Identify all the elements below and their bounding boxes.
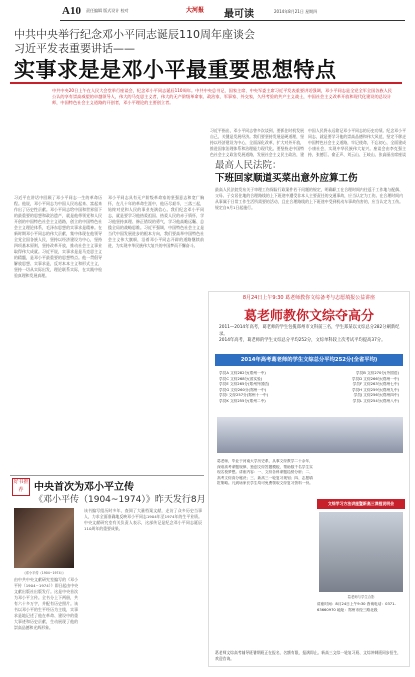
court-news-text: 最高人民法院发布关于审理工伤保险行政案件若干问题的规定，明确职工在合理时间内往返于工作地与配偶、父母、子女居住地的合理路线的上下班途中遭受非本人主要责任的交通事故，应当认定为工伤。在合理时间内从事属于日常工作生活所需要的活动，且在合理路线的上下班途中受到机动车事故伤害的，应当认定为工伤。规定自9月1日起施行。 [215, 187, 403, 210]
court-news-box [211, 157, 407, 255]
main-headline: 实事求是是邓小平最重要思想特点 [14, 58, 337, 82]
ad-score-cell: 学员D 文综266分(郑州一中) [351, 376, 399, 381]
kicker-line-2: 习近平发表重要讲话—— [14, 42, 135, 55]
ad-lines [219, 325, 401, 345]
ad-title: 葛老师教你文综夺高分 [243, 309, 374, 324]
ad-score-cell: 学员H 文综259分(郑州九中) [351, 387, 399, 392]
ad-score-cell: 学员B 文综270分(外国语) [355, 371, 399, 375]
book-subhead: 《邓小平传（1904~1974）》昨天发行8月 [34, 495, 206, 505]
ad-score-cell: 学员K 文综255分(郑州二中) [219, 398, 266, 403]
article-column-4: 中国人民将永远铭记邓小平同志的历史功绩。纪念邓小平同志，就是要学习他的崇高品德和伟大风范，坚定不移走中国特色社会主义道路，牢记使命，不忘初心，全面建成小康社会，实现中华民族伟大复兴。座谈会由李克强主持，张德江、俞正声、刘云山、王岐山、张高丽出席座谈 [308, 128, 406, 157]
ad-score-row [219, 399, 399, 405]
page-header [0, 0, 415, 22]
header-date: 2014年8月21日 星期四 [274, 9, 318, 14]
ad-line-2: 2014年高考，葛老师的学生文综总分平均252分，文综单科较上次考试平均提高37分。 [219, 338, 386, 343]
article-column-3: 习近平指出，邓小平同志曾多次谈到，要抓住时机发展自己，关键是发展经济。我们要坚持发展是硬道理，坚持以经济建设为中心，全面深化改革，扩大对外开放，推进国家治理体系和治理能力现代化。要坚持走中国特色社会主义政治发展道路，发展社会主义民主政治，建 [210, 128, 304, 157]
column-name: 最可读 [224, 9, 254, 20]
book-tag: 好书推荐 [12, 478, 30, 496]
book-caption: 《邓小平传（1904~1974）》 [22, 571, 66, 575]
book-text-1: 由中共中央文献研究室编写的《邓小平传（1904~1974）》即日起由中央文献出版社出版发行。这是中央首次为邓小平立传。全书分上下两册，共有六十多万字，并配有历史照片。该书以邓小平的生平经历为主线，实事求是地记述了他在革命、建设中的重大事迹和历史贡献，生动展现了他的崇高品德和光辉形象。 [14, 577, 78, 630]
ad-red-banner: 文综学习方法讲座暨新高三课程说明会 [317, 499, 405, 509]
ad-score-cell: 学员L 文综254分(郑州八中) [352, 398, 399, 403]
article-column-1: 习近平在讲话中回顾了邓小平同志一生的革命历程。他说，邓小平同志为中国人民站起来、富起来作出了历史性贡献。邓小平同志给中国和世界留下的最重要的思想和政治遗产，就是他带领党和人民开创的中国特色社会主义道路，创立的中国特色社会主义理论体系，毛泽东思想的实事求是精神。在新时期邓小平同志的伟大贡献，集中体现在他领导全党全国各族人民，坚持以经济建设为中心，坚持四项基本原则，坚持改革开放，推动社会主义事业取得伟大成就。习近平说，实事求是是马克思主义的精髓，是邓小平最重要的思想特点。他一贯倡导解放思想、实事求是，反对本本主义和形式主义，坚持一切从实际出发，理论联系实际，在实践中检验真理和发展真理。 [14, 195, 102, 278]
lead-paragraph: 中共中央20日上午在人民大会堂举行座谈会，纪念邓小平同志诞辰110周年。中共中央总书记、国家主席、中央军委主席习近平发表重要讲话强调，邓小平同志是全党全军全国各族人民公认的享有崇高威望的卓越领导人，伟大的马克思主义者，伟大的无产阶级革命家、政治家、军事家、外交家，久经考验的共产主义战士，中国社会主义改革开放和现代化建设的总设计师，中国特色社会主义道路的开创者，邓小平理论的主要创立者。 [52, 88, 392, 106]
ad-score-cell: 学员J 文综256分(郑州四中) [353, 393, 399, 398]
court-news-title-1: 最高人民法院： [215, 160, 282, 171]
ad-blue-bar: 2014年高考葛老师的学生文综总分平均252分(全省平均) [215, 354, 403, 366]
ad-footer-2: 葛老师文综高考辅导班暑期班正在报名，名额有限，报满即止。新高三文综一轮复习班、文综冲刺班同步招生，欢迎咨询。 [215, 650, 402, 661]
book-headline: 中央首次为邓小平立传 [34, 482, 134, 493]
ad-score-cell: 学员E 文综265分(郑州外国语) [219, 382, 270, 387]
ad-score-cell: 学员C 文综268分(省实验) [219, 376, 263, 381]
ad-photo [217, 417, 403, 453]
court-news-title-2: 下班回家顺道买菜出意外应算工伤 [215, 173, 358, 184]
book-text-2: 该书编写组历时多年，查阅了大量档案文献，走访了众多历史当事人，力求全面准确地反映邓小平同志1904年至1974年的生平业绩。中央文献研究室有关负责人表示，这部传记是纪念邓小平同志诞辰110周年的重要成果。 [84, 508, 202, 531]
ad-score-cell: 学员I 文综257分(郑州十一中) [219, 393, 269, 398]
education-ad [208, 291, 410, 667]
ad-small-photo [319, 512, 403, 592]
ad-footer-info: 讲座时间：8月24日上午9:30 咨询电话：0371-63660970 地址：郑州市经三路北段 [317, 602, 396, 612]
edition-info: 责任编辑 版式设计 校对 [86, 8, 129, 13]
paper-logo: 大河报 [186, 7, 205, 14]
ad-score-cell: 学员F 文综263分(郑州七中) [352, 382, 399, 387]
ad-top-line: 8月24日上午9:30 葛老师教你文综备考与志愿填报公益讲座 [242, 295, 376, 301]
ad-body-left: 葛老师，毕业于河南大学历史系，从事文综教学二十余年，深谙高考命题规律，独创文综答题模板，帮助数千名学生实现名校梦想。讲座内容：一、文综各科命题趋势分析；二、高考文综高分秘诀；三、新高三一轮复习规划；四、志愿填报策略。凡到场家长学生均可免费领取文综复习资料一份。 [217, 459, 313, 486]
page-number: A10 [62, 5, 81, 17]
article-column-2: 邓小平同志具有无产阶级革命家的坚强意志和宽广胸怀，在几十年的革命生涯中，他历尽艰辛，三落三起，始终对党和人民的事业充满信心。我们纪念邓小平同志，就是要学习他热爱祖国、热爱人民的赤子情怀，学习他坚持真理、修正错误的勇气，学习他高瞻远瞩、总揽全局的战略思维。习近平强调，中国特色社会主义是当代中国发展进步的根本方向，我们要高举中国特色社会主义伟大旗帜，沿着邓小平同志开辟的道路继续前进，为实现中华民族伟大复兴的中国梦而不懈奋斗。 [108, 195, 204, 248]
header-rule [60, 20, 405, 21]
ad-score-cell: 学员A 文综282分(郑州一中) [219, 371, 266, 375]
ad-photo-caption: 葛老师与学生合影 [347, 595, 375, 599]
red-rule [10, 82, 402, 84]
kicker-line-1: 中共中央举行纪念邓小平同志诞辰110周年座谈会 [14, 28, 255, 41]
ad-line-1: 2011—2014年高考，葛老师的学生包揽郑州市文科前三名，学生郑某以文综总分282分刷新纪录。 [219, 325, 400, 337]
book-cover-image [14, 508, 74, 568]
ad-score-table [219, 371, 399, 405]
book-section-rule [10, 475, 204, 476]
ad-score-cell: 学员G 文综260分(郑州一中) [219, 387, 267, 392]
